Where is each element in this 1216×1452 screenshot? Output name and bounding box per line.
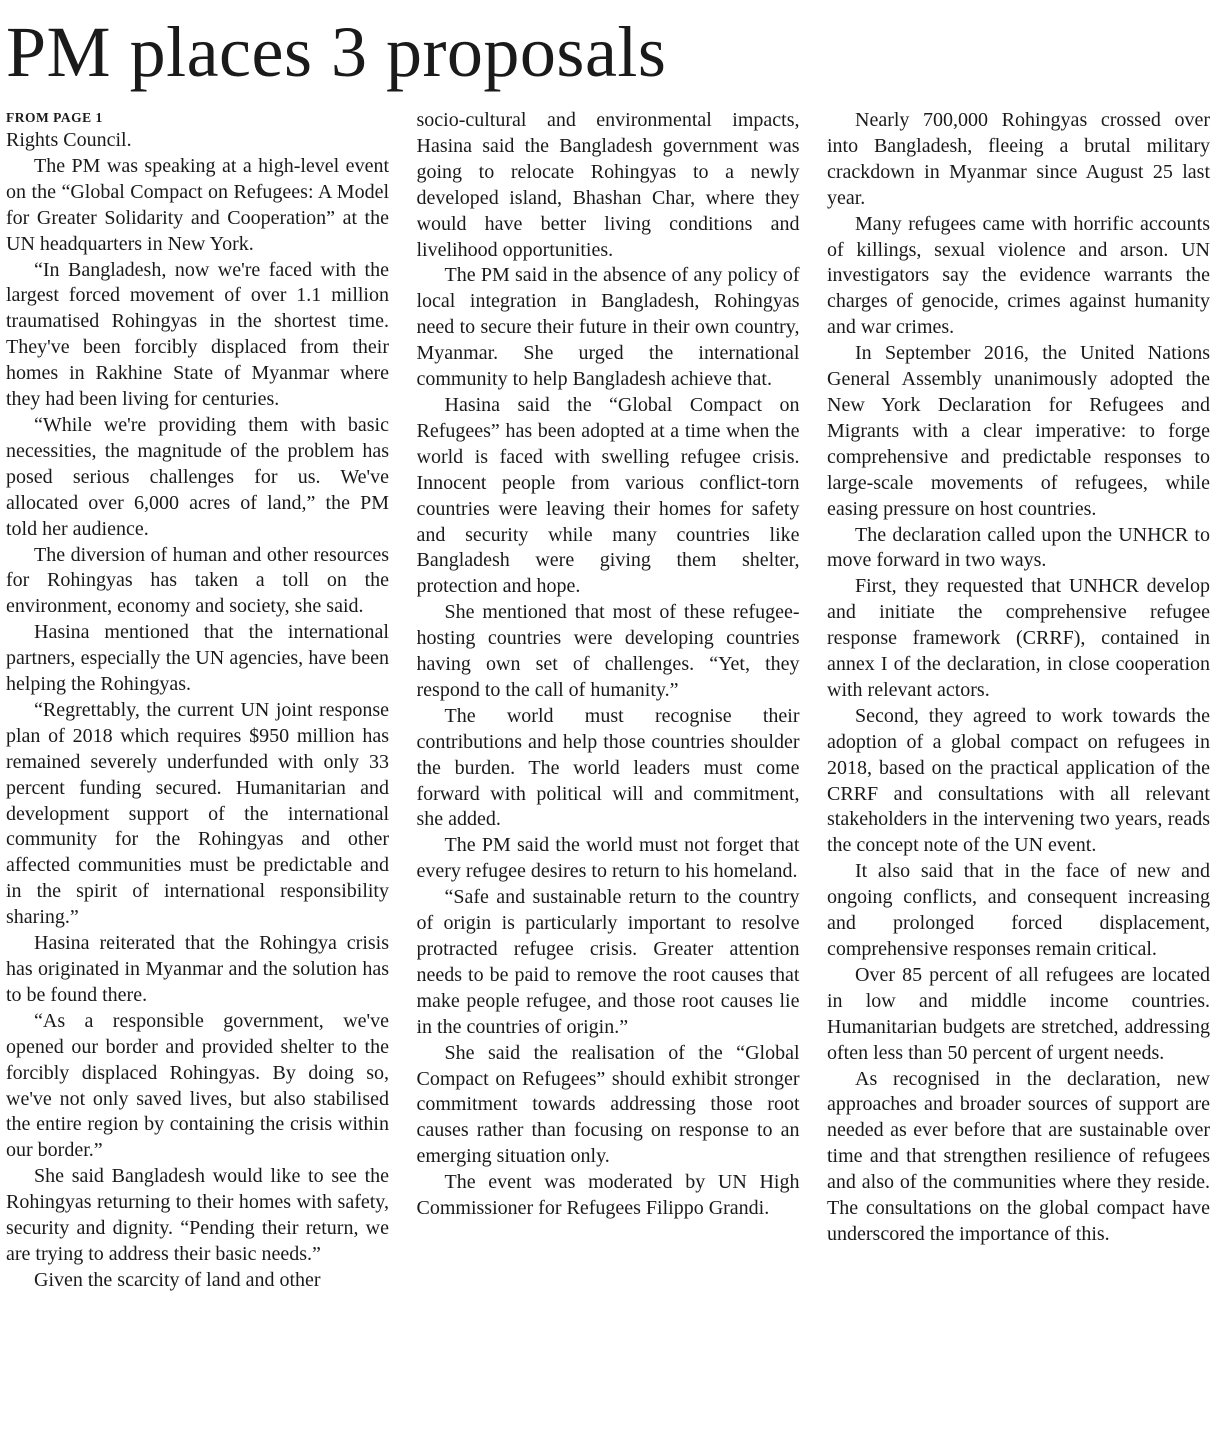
headline: PM places 3 proposals (6, 12, 667, 92)
paragraph: As recognised in the declaration, new approaches and broader sources of support are needed as ever before that are sustainable over time and that strengthen resilience of refugees and also of the communities where they reside. The consultations on the global compact have underscored the importance of this. (827, 1067, 1210, 1245)
paragraph: Hasina reiterated that the Rohingya crisis has originated in Myanmar and the solution has to be found there. (6, 932, 389, 1006)
paragraph: Nearly 700,000 Rohingyas crossed over into Bangladesh, fleeing a brutal military crackdown in Myanmar since August 25 last year. (827, 109, 1210, 209)
paragraph: She said the realisation of the “Global Compact on Refugees” should exhibit stronger commitment towards addressing those root causes rather than focusing on response to an emerging situation only. (416, 1041, 800, 1168)
paragraph: The PM was speaking at a high-level event on the “Global Compact on Refugees: A Model for Greater Solidarity and Cooperation” at the UN headquarters in New York. (6, 154, 389, 255)
article-body (6, 108, 1210, 1444)
paragraph: The world must recognise their contributions and help those countries shoulder the burden. The world leaders must come forward with political will and commitment, she added. (416, 704, 800, 831)
paragraph: Hasina said the “Global Compact on Refugees” has been adopted at a time when the world is faced with swelling refugee crisis. Innocent people from various conflict-torn countries were leaving their homes for safety and security while many countries like Bangladesh were giving them shelter, protection and hope. (416, 393, 800, 598)
paragraph: “Safe and sustainable return to the country of origin is particularly important to resolve protracted refugee crisis. Greater attention needs to be paid to remove the root causes that make people refugee, and those root causes lie in the countries of origin.” (416, 886, 800, 1038)
paragraph: The event was moderated by UN High Commissioner for Refugees Filippo Grandi. (416, 1171, 800, 1220)
paragraph: It also said that in the face of new and ongoing conflicts, and consequent increasing and prolonged forced displacement, comprehensive responses remain critical. (827, 860, 1210, 960)
paragraph: The declaration called upon the UNHCR to move forward in two ways. (827, 523, 1210, 572)
paragraph: Rights Council. (6, 129, 132, 151)
paragraph: She said Bangladesh would like to see the Rohingyas returning to their homes with safety, security and dignity. “Pending their return, we are trying to address their basic needs.” (6, 1165, 389, 1265)
paragraph: socio-cultural and environmental impacts, Hasina said the Bangladesh government was going to relocate Rohingyas to a newly developed island, Bhashan Char, where they would have better living conditions and livelihood opportunities. (416, 109, 800, 261)
paragraph: “As a responsible government, we've opened our border and provided shelter to the forcibly displaced Rohingyas. By doing so, we've not only saved lives, but also stabilised the entire region by containing the crisis within our border.” (6, 1009, 389, 1162)
paragraph: “While we're providing them with basic necessities, the magnitude of the problem has posed serious challenges for us. We've allocated over 6,000 acres of land,” the PM told her audience. (6, 413, 389, 540)
paragraph: “Regrettably, the current UN joint response plan of 2018 which requires $950 million has remained severely underfunded with only 33 percent funding secured. Humanitarian and development support of the international community for the Rohingyas and other affected communities must be predictable and in the spirit of international responsibility sharing.” (6, 698, 389, 929)
paragraph: Hasina mentioned that the international partners, especially the UN agencies, have been helping the Rohingyas. (6, 621, 389, 696)
paragraph: Many refugees came with horrific accounts of killings, sexual violence and arson. UN investigators say the evidence warrants the charges of genocide, crimes against humanity and war crimes. (827, 212, 1210, 339)
column-1 (6, 108, 389, 1444)
paragraph: The PM said in the absence of any policy of local integration in Bangladesh, Rohingyas need to secure their future in their own country, Myanmar. She urged the international community to help Bangladesh achieve that. (416, 264, 800, 391)
paragraph: First, they requested that UNHCR develop and initiate the comprehensive refugee response framework (CRRF), contained in annex I of the declaration, in close cooperation with relevant actors. (827, 575, 1210, 701)
column-2 (417, 108, 800, 1444)
paragraph: “In Bangladesh, now we're faced with the largest forced movement of over 1.1 million traumatised Rohingyas in the shortest time. They've been forcibly displaced from their homes in Rakhine State of Myanmar where they had been living for centuries. (6, 258, 389, 411)
continued-from-label: FROM PAGE 1 (6, 110, 103, 125)
paragraph: In September 2016, the United Nations General Assembly unanimously adopted the New York Declaration for Refugees and Migrants with a clear imperative: to forge comprehensive and predictable responses to large-scale movements of refugees, while easing pressure on host countries. (827, 342, 1210, 520)
paragraph: Given the scarcity of land and other (34, 1268, 321, 1291)
paragraph: The PM said the world must not forget that every refugee desires to return to his homeland. (416, 834, 800, 883)
paragraph: Over 85 percent of all refugees are located in low and middle income countries. Humanitarian budgets are stretched, addressing often less than 50 percent of urgent needs. (827, 963, 1210, 1064)
paragraph: The diversion of human and other resources for Rohingyas has taken a toll on the environment, economy and society, she said. (6, 543, 389, 618)
paragraph: She mentioned that most of these refugee-hosting countries were developing countries having own set of challenges. “Yet, they respond to the call of humanity.” (416, 601, 800, 701)
column-3 (827, 108, 1210, 1444)
paragraph: Second, they agreed to work towards the adoption of a global compact on refugees in 2018, based on the practical application of the CRRF and consultations with all relevant stakeholders in the intervening two years, reads the concept note of the UN event. (827, 704, 1210, 857)
